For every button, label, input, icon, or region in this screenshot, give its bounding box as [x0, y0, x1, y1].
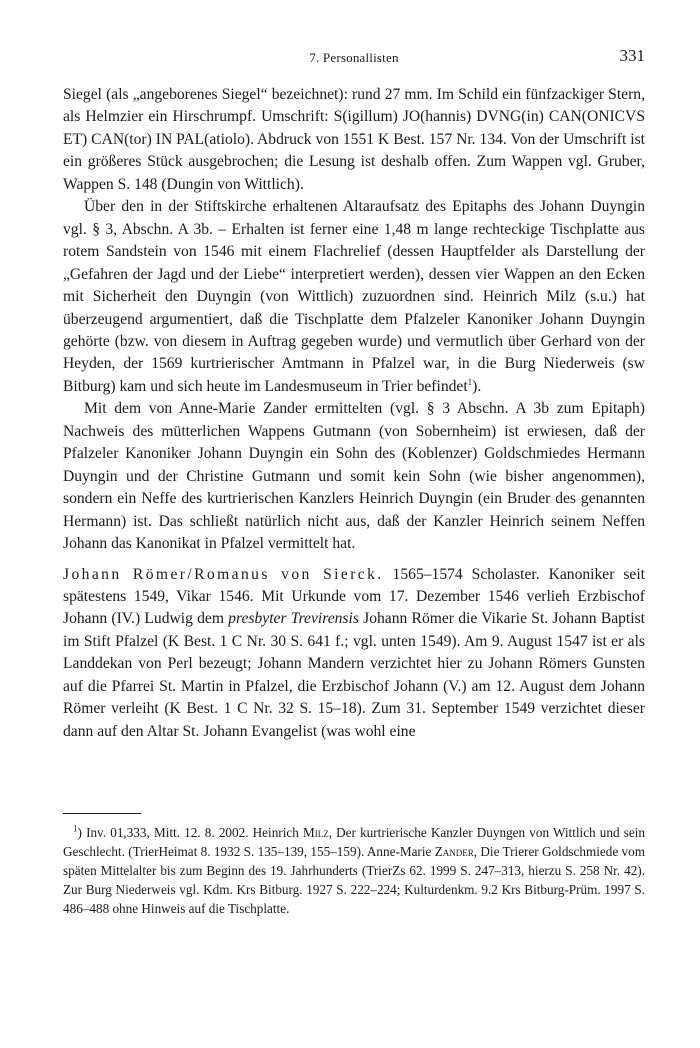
footnotes: [63, 824, 645, 919]
latin-term: presbyter Trevirensis: [228, 610, 359, 628]
footnote-marker: 1: [73, 823, 78, 834]
person-entry-text-b: Johann Römer die Vikarie St. Johann Baptist im Stift Pfalzel (K Best. 1 C Nr. 30 S. 641 f.; vgl. unten 1549). Am 9. August 1547 ist er als Landdekan von Perl bezeugt; Johann Mandern verzichtet hier zu Johann Römers Gunsten auf die Pfarrei St. Martin in Pfalzel, die Erzbischof Johann (V.) am 12. August dem Johann Römer verleiht (K Best. 1 C Nr. 32 S. 15–18). Zum 31. September 1549 verzichtet dieser dann auf den Altar St. Johann Evangelist (was wohl eine: [63, 610, 646, 740]
footnote-marker-close: ): [77, 825, 82, 840]
running-title: 7. Personallisten: [309, 50, 399, 65]
paragraph-coat-of-arms: Mit dem von Anne-Marie Zander ermittelten (vgl. § 3 Abschn. A 3b zum Epitaph) Nachweis des mütterlichen Wappens Gutmann (von Sobernheim) ist erwiesen, daß der Pfalzeler Kanoniker Johann Duyngin ein Sohn des (Koblenzer) Goldschmiedes Hermann Duyngin und der Christine Gutmann und somit kein Sohn (wie bisher angenommen), sondern ein Neffe des kurtrierischen Kanzlers Heinrich Duyngin (ein Bruder des genannten Hermann) ist. Das schließt natürlich nicht aus, daß der Kanzler Heinrich seinem Neffen Johann das Kanonikat in Pfalzel vermittelt hat.: [63, 400, 645, 553]
footnote-author-milz: Milz: [302, 825, 329, 840]
person-entry: [63, 564, 645, 744]
page-number: 331: [619, 46, 645, 65]
footnote-reference-close: ).: [472, 377, 482, 395]
paragraph-table-slab-text: Über den in der Stiftskirche erhaltenen Altaraufsatz des Epitaphs des Johann Duyngin vgl. § 3, Abschn. A 3b. – Erhalten ist ferner eine 1,48 m lange rechteckige Tischplatte aus rotem Sandstein von 1546 mit einem Flachrelief (dessen Hauptfelder als Darstellung der „Gefahren der Jagd und der Liebe“ interpretiert werden), dessen vier Wappen an den Ecken mit Sicherheit den Duyngin (von Wittlich) zuzuordnen sind. Heinrich Milz (s.u.) hat überzeugend argumentiert, daß die Tischplatte dem Pfalzeler Kanoniker Johann Duyngin gehörte (bzw. von diesem in Auftrag gegeben wurde) und vermutlich über Gerhard von der Heyden, der 1569 kurtrierischer Amtmann in Pfalzel war, in die Burg Niederweis (sw Bitburg) kam und sich heute im Landesmuseum in Trier befindet: [63, 198, 645, 395]
footnote-1: [63, 824, 645, 919]
footnote-text-b: , Der kurtrierische Kanzler Duyngen von Wittlich und sein Geschlecht. (TrierHeimat 8. 1932 S. 135–139, 155–159). Anne-Marie: [63, 825, 645, 859]
running-head: [63, 45, 645, 69]
person-name: Johann Römer/Romanus von Sierck.: [63, 565, 384, 583]
footnote-text-a: Inv. 01,333, Mitt. 12. 8. 2002. Heinrich: [81, 825, 303, 840]
paragraph-table-slab: [63, 196, 645, 398]
footnote-text-c: , Die Trierer Goldschmiede vom späten Mittelalter bis zum Beginn des 19. Jahrhunderts (TrierZs 62. 1999 S. 247–313, hierzu S. 258 Nr. 42). Zur Burg Niederweis vgl. Kdm. Krs Bitburg. 1927 S. 222–224; Kulturdenkm. 9.2 Krs Bitburg-Prüm. 1997 S. 486–488 ohne Hinweis auf die Tischplatte.: [63, 843, 646, 916]
person-entry-text-a: 1565–1574 Scholaster. Kanoniker seit spätestens 1549, Vikar 1546. Mit Urkunde vom 17. Dezember 1546 verlieh Erzbischof Johann (IV.) Ludwig dem: [63, 565, 646, 628]
footnote-reference: 1: [467, 376, 473, 387]
body-text: [63, 84, 645, 743]
paragraph-seal: Siegel (als „angeborenes Siegel“ bezeichnet): rund 27 mm. Im Schild ein fünfzackiger Stern, als Helmzier ein Hirschrumpf. Umschrift: S(igillum) JO(hannis) DVNG(in) CAN(ONICVS ET) CAN(tor) IN PAL(atiolo). Abdruck von 1551 K Best. 157 Nr. 134. Von der Umschrift ist ein größeres Stück ausgebrochen; die Lesung ist deshalb offen. Zum Wappen vgl. Gruber, Wappen S. 148 (Dungin von Wittlich).: [63, 86, 645, 193]
footnote-divider: [63, 813, 141, 814]
footnote-author-zander: Zander: [434, 843, 474, 859]
